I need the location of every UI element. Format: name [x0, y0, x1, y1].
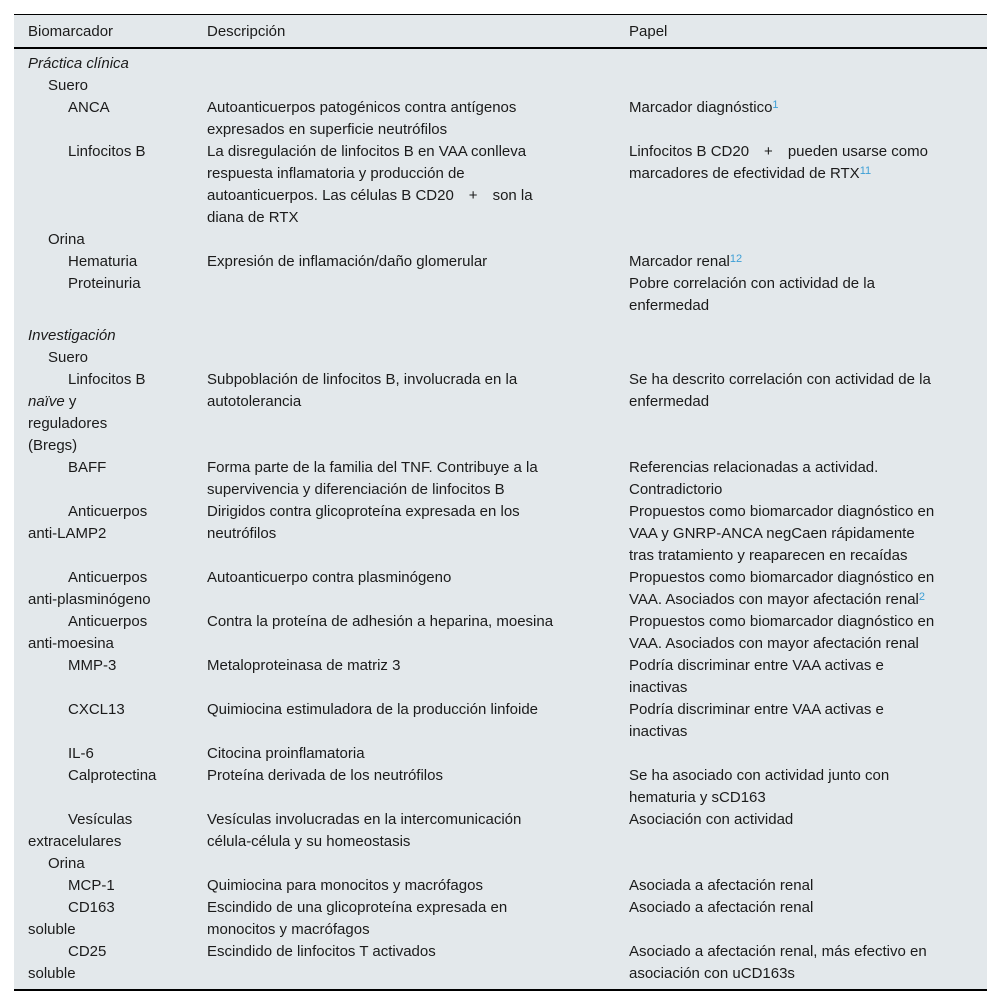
table-row [28, 141, 977, 229]
table-row [28, 765, 977, 809]
table-section-row [28, 325, 977, 347]
biomarker-cell [28, 53, 207, 75]
biomarker-label: Calprotectina [68, 767, 157, 784]
column-header-descripcion: Descripción [207, 22, 286, 40]
description-cell: Quimiocina para monocitos y macrófagos [207, 877, 483, 894]
table-row [28, 369, 977, 457]
citation-ref[interactable]: 1 [772, 99, 779, 111]
table-section-row [28, 53, 977, 75]
biomarker-cell [28, 941, 207, 985]
biomarker-label: MCP-1 [68, 877, 115, 894]
role-cell: Asociada a afectación renal [629, 877, 814, 894]
description-cell: La disregulación de linfocitos B en VAA conlleva respuesta inflamatoria y producción de autoanticuerpos. Las células B CD20 + son la diana de RTX [207, 143, 533, 226]
role-cell: Marcador renal$^{12}$ [629, 253, 743, 270]
description-cell: Autoanticuerpo contra plasminógeno [207, 569, 452, 586]
biomarker-cell [28, 369, 207, 457]
biomarker-cell [28, 325, 207, 347]
biomarker-label: Práctica clínica [28, 55, 129, 72]
table-row [28, 251, 977, 273]
biomarker-cell [28, 273, 207, 317]
biomarker-cell [28, 567, 207, 611]
biomarker-cell [28, 611, 207, 655]
description-cell: Vesículas involucradas en la intercomunicación célula-célula y su homeostasis [207, 811, 522, 850]
biomarker-label: BAFF [68, 459, 107, 476]
description-cell: Dirigidos contra glicoproteína expresada en los neutrófilos [207, 503, 520, 542]
table-subsection-row [28, 347, 977, 369]
description-cell: Expresión de inflamación/daño glomerular [207, 253, 488, 270]
description-cell: Contra la proteína de adhesión a heparina, moesina [207, 613, 554, 630]
biomarker-label: Hematuria [68, 253, 138, 270]
biomarker-label: soluble [28, 965, 76, 982]
biomarker-label: Anticuerpos [68, 503, 148, 520]
role-cell: Referencias relacionadas a actividad. Contradictorio [629, 459, 879, 498]
biomarker-label: naïve [28, 393, 65, 410]
table-row [28, 273, 977, 317]
table-body [14, 49, 987, 989]
biomarker-cell [28, 699, 207, 743]
biomarker-label: extracelulares [28, 833, 122, 850]
biomarker-cell [28, 743, 207, 765]
table-row [28, 699, 977, 743]
table-row [28, 897, 977, 941]
biomarker-label: Orina [48, 231, 85, 248]
description-cell [207, 273, 629, 317]
role-cell: Marcador diagnóstico$^1$ [629, 99, 779, 116]
column-header-papel: Papel [629, 22, 668, 40]
description-cell: Escindido de una glicoproteína expresada en monocitos y macrófagos [207, 899, 508, 938]
biomarker-label: Suero [48, 349, 89, 366]
role-cell: Podría discriminar entre VAA activas e inactivas [629, 657, 884, 696]
biomarker-cell [28, 229, 207, 251]
biomarker-label: reguladores [28, 415, 108, 432]
biomarker-cell [28, 501, 207, 567]
biomarker-cell [28, 765, 207, 809]
biomarker-label: Orina [48, 855, 85, 872]
table-row [28, 97, 977, 141]
table-row [28, 501, 977, 567]
biomarker-cell [28, 75, 207, 97]
biomarker-label: Suero [48, 77, 89, 94]
biomarker-label: anti-LAMP2 [28, 525, 107, 542]
biomarker-cell [28, 853, 207, 875]
description-cell: Escindido de linfocitos T activados [207, 943, 436, 960]
table-row [28, 457, 977, 501]
biomarker-cell [28, 875, 207, 897]
description-cell: Forma parte de la familia del TNF. Contribuye a la supervivencia y diferenciación de linfocitos B [207, 459, 538, 498]
biomarker-label: Proteinuria [68, 275, 141, 292]
biomarker-cell [28, 457, 207, 501]
biomarker-cell [28, 97, 207, 141]
table-subsection-row [28, 229, 977, 251]
table-row [28, 875, 977, 897]
biomarker-label: anti-plasminógeno [28, 591, 151, 608]
column-header-biomarcador: Biomarcador [28, 22, 114, 40]
role-cell: Se ha asociado con actividad junto con hematuria y sCD163 [629, 767, 890, 806]
role-cell: Podría discriminar entre VAA activas e inactivas [629, 701, 884, 740]
biomarker-label: Linfocitos B [68, 371, 146, 388]
biomarker-cell [28, 897, 207, 941]
description-cell: Metaloproteinasa de matriz 3 [207, 657, 401, 674]
biomarker-label: ANCA [68, 99, 110, 116]
biomarker-label: soluble [28, 921, 76, 938]
biomarker-label: Anticuerpos [68, 569, 148, 586]
description-cell: Quimiocina estimuladora de la producción linfoide [207, 701, 539, 718]
table-row [28, 611, 977, 655]
biomarker-label: Vesículas [68, 811, 133, 828]
role-cell: Asociado a afectación renal, más efectivo en asociación con uCD163s [629, 943, 927, 982]
description-cell: Citocina proinflamatoria [207, 745, 365, 762]
citation-ref[interactable]: 2 [918, 591, 926, 603]
table-header [14, 15, 987, 49]
biomarker-cell [28, 347, 207, 369]
role-cell: Propuestos como biomarcador diagnóstico en VAA. Asociados con mayor afectación renal$^2$ [629, 569, 935, 608]
role-cell: Asociación con actividad [629, 811, 794, 828]
citation-ref[interactable]: 12 [729, 253, 743, 265]
role-cell: Asociado a afectación renal [629, 899, 814, 916]
biomarker-label: Anticuerpos [68, 613, 148, 630]
description-cell: Proteína derivada de los neutrófilos [207, 767, 443, 784]
biomarker-label: MMP-3 [68, 657, 117, 674]
role-cell: Propuestos como biomarcador diagnóstico en VAA. Asociados con mayor afectación renal [629, 613, 935, 652]
role-cell: Se ha descrito correlación con actividad de la enfermedad [629, 371, 931, 410]
description-cell: Autoanticuerpos patogénicos contra antígenos expresados en superficie neutrófilos [207, 99, 517, 138]
biomarker-label: IL-6 [68, 745, 94, 762]
biomarker-label: y [64, 393, 77, 410]
biomarker-label: CXCL13 [68, 701, 125, 718]
biomarker-label: anti-moesina [28, 635, 114, 652]
role-cell: Linfocitos B CD20 + pueden usarse como marcadores de efectividad de RTX$^{11}$ [629, 143, 928, 182]
role-cell: Propuestos como biomarcador diagnóstico en VAA y GNRP-ANCA negCaen rápidamente tras tratamiento y reaparecen en recaídas [629, 503, 935, 564]
biomarker-cell [28, 141, 207, 229]
biomarker-label: (Bregs) [28, 437, 78, 454]
biomarker-cell [28, 251, 207, 273]
biomarker-cell [28, 809, 207, 853]
table-subsection-row [28, 75, 977, 97]
table-subsection-row [28, 853, 977, 875]
biomarker-label: CD163 [68, 899, 115, 916]
biomarker-label: CD25 [68, 943, 107, 960]
role-cell: Pobre correlación con actividad de la enfermedad [629, 275, 875, 314]
role-cell [629, 743, 977, 765]
biomarker-label: Investigación [28, 327, 116, 344]
table-row [28, 941, 977, 985]
table-row [28, 655, 977, 699]
description-cell: Subpoblación de linfocitos B, involucrada en la autotolerancia [207, 371, 518, 410]
biomarker-label: Linfocitos B [68, 143, 146, 160]
biomarkers-table [14, 14, 987, 991]
biomarker-cell [28, 655, 207, 699]
citation-ref[interactable]: 11 [859, 165, 872, 177]
table-row [28, 743, 977, 765]
table-row [28, 567, 977, 611]
table-row [28, 809, 977, 853]
